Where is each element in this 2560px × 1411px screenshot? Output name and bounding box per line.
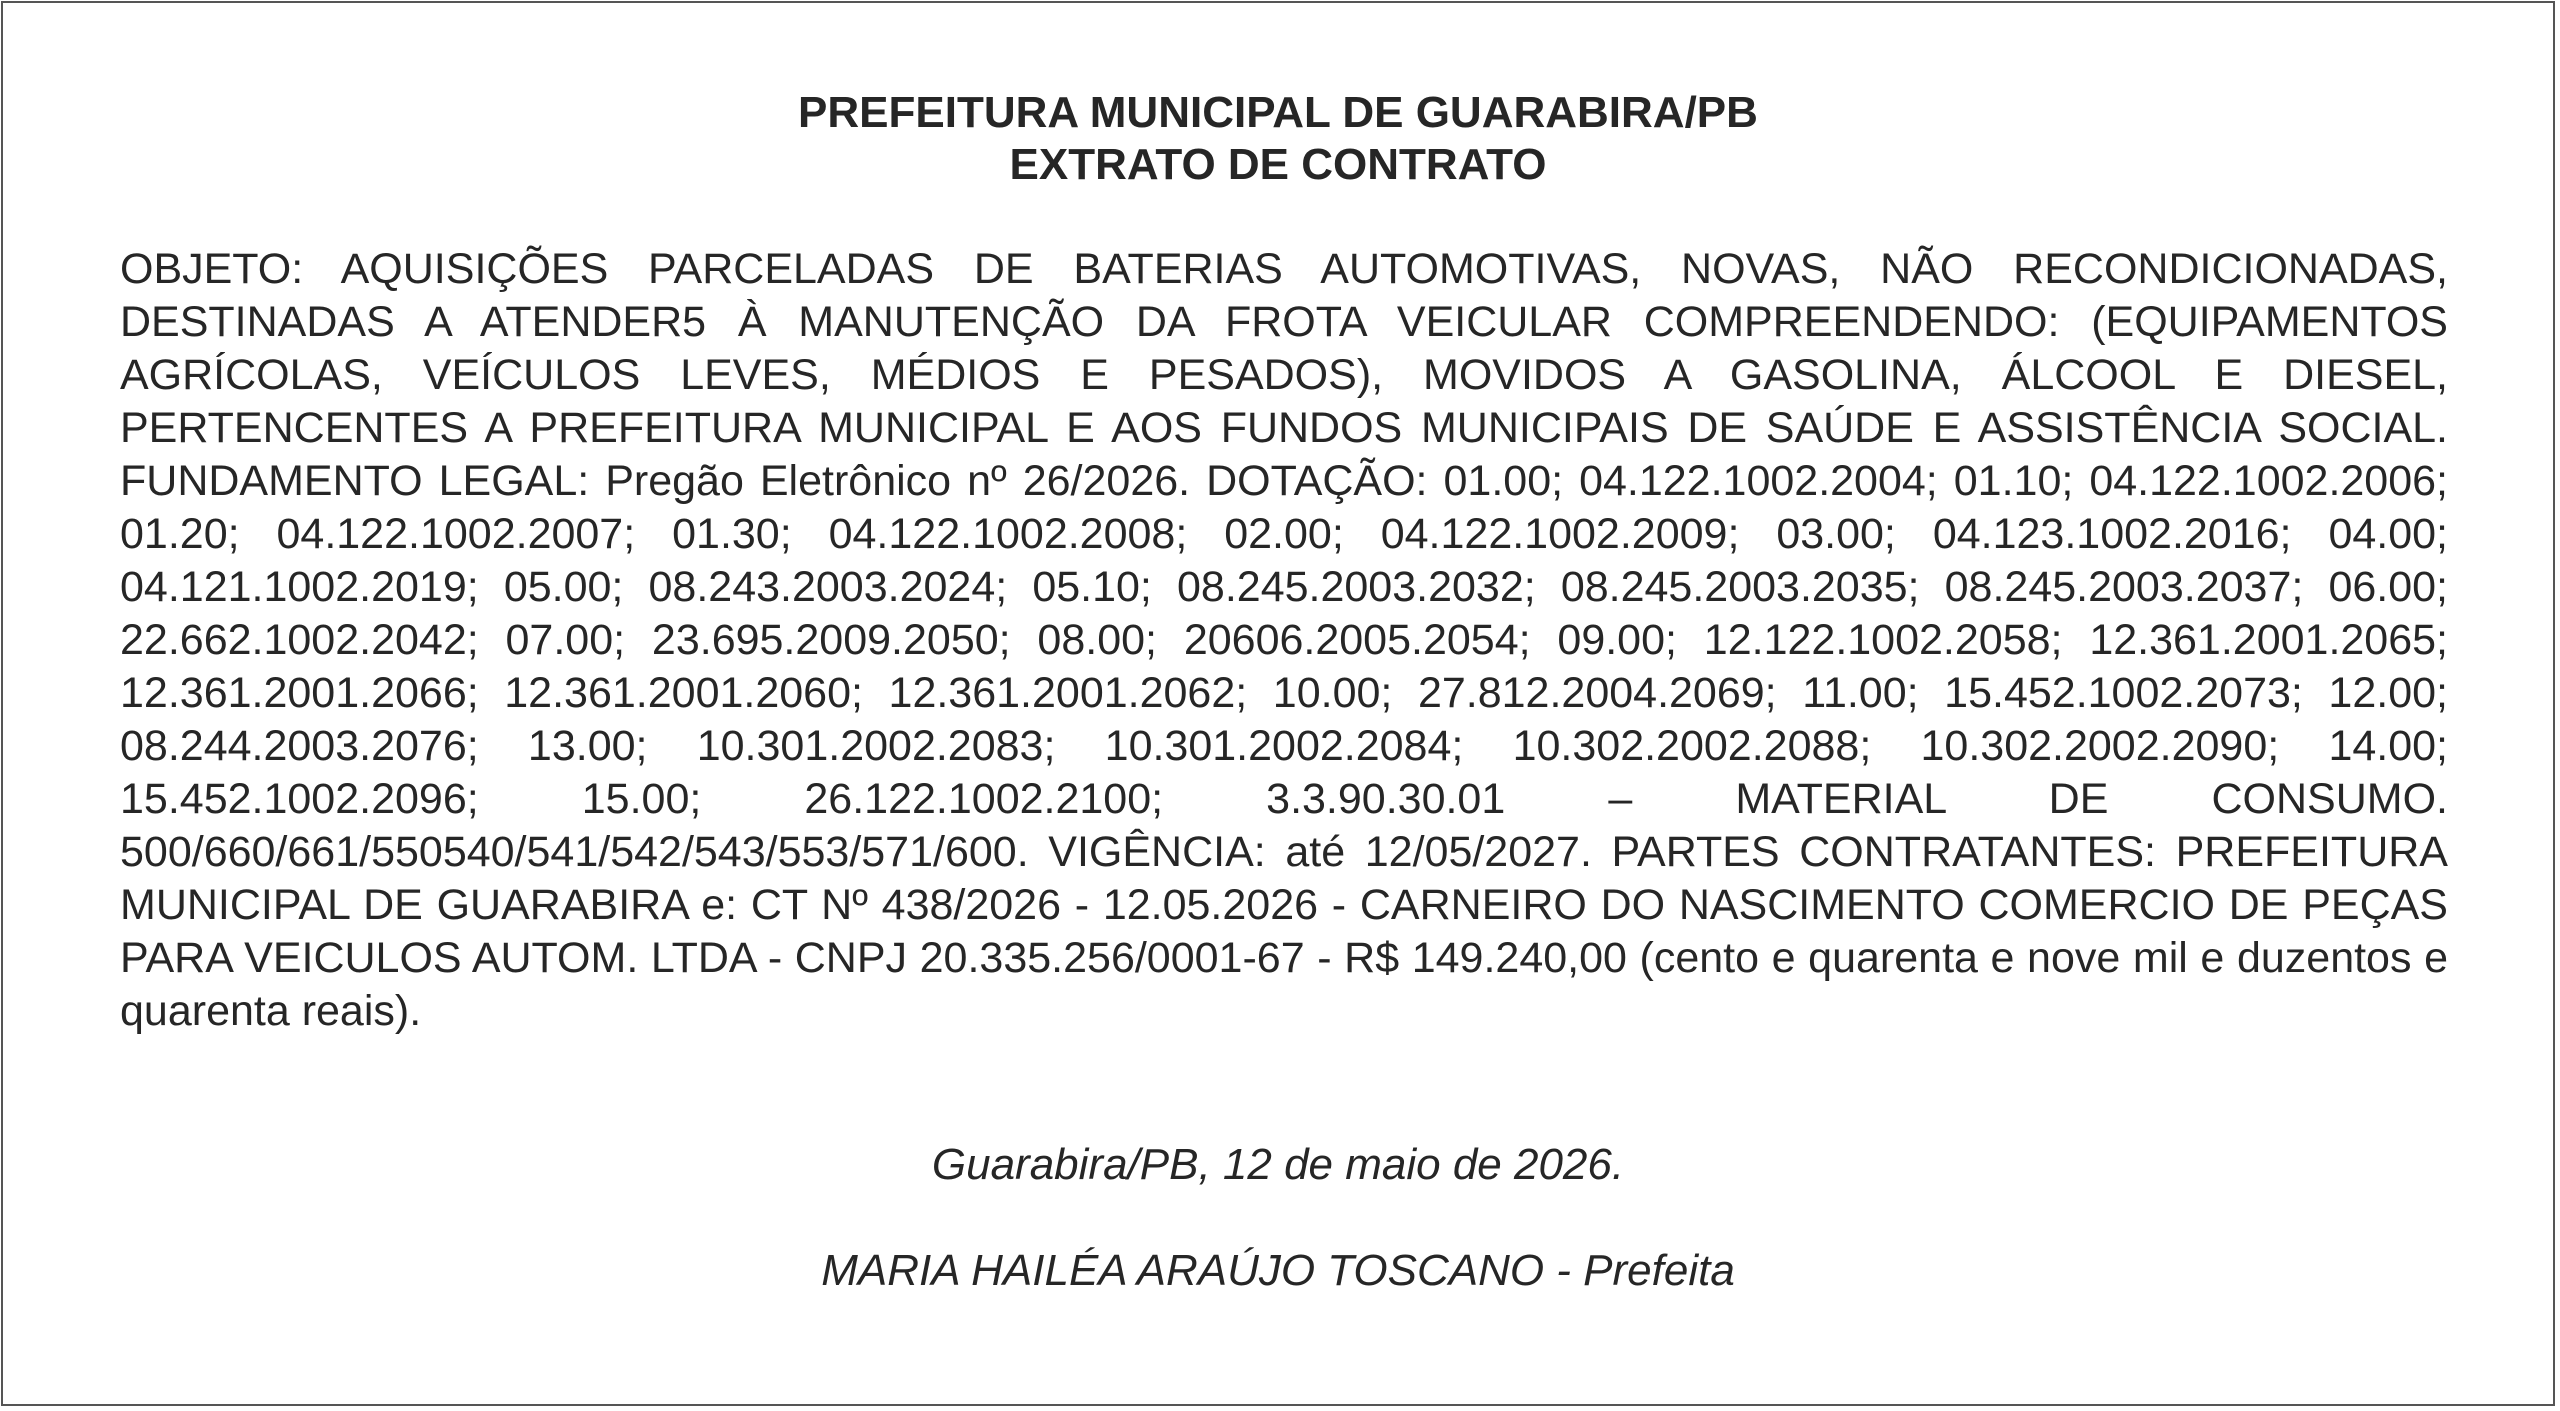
document-frame	[1, 1, 2555, 1406]
header-title-line2: EXTRATO DE CONTRATO	[1009, 140, 1547, 189]
signatory-name: MARIA HAILÉA ARAÚJO TOSCANO - Prefeita	[821, 1246, 1735, 1295]
header-title-line1: PREFEITURA MUNICIPAL DE GUARABIRA/PB	[798, 88, 1758, 137]
contract-body-text: OBJETO: AQUISIÇÕES PARCELADAS DE BATERIAS AUTOMOTIVAS, NOVAS, NÃO RECONDICIONADAS, DESTINADAS A ATENDER5 À MANUTENÇÃO DA FROTA VEICULAR COMPREENDENDO: (EQUIPAMENTOS AGRÍCOLAS, VEÍCULOS LEVES, MÉDIOS E PESADOS), MOVIDOS A GASOLINA, ÁLCOOL E DIESEL, PERTENCENTES A PREFEITURA MUNICIPAL E AOS FUNDOS MUNICIPAIS DE SAÚDE E ASSISTÊNCIA SOCIAL. FUNDAMENTO LEGAL: Pregão Eletrônico nº 26/2026. DOTAÇÃO: 01.00; 04.122.1002.2004; 01.10; 04.122.1002.2006; 01.20; 04.122.1002.2007; 01.30; 04.122.1002.2008; 02.00; 04.122.1002.2009; 03.00; 04.123.1002.2016; 04.00; 04.121.1002.2019; 05.00; 08.243.2003.2024; 05.10; 08.245.2003.2032; 08.245.2003.2035; 08.245.2003.2037; 06.00; 22.662.1002.2042; 07.00; 23.695.2009.2050; 08.00; 20606.2005.2054; 09.00; 12.122.1002.2058; 12.361.2001.2065; 12.361.2001.2066; 12.361.2001.2060; 12.361.2001.2062; 10.00; 27.812.2004.2069; 11.00; 15.452.1002.2073; 12.00; 08.244.2003.2076; 13.00; 10.301.2002.2083; 10.301.2002.2084; 10.302.2002.2088; 10.302.2002.2090; 14.00; 15.452.1002.2096; 15.00; 26.122.1002.2100; 3.3.90.30.01 – MATERIAL DE CONSUMO. 500/660/661/550540/541/542/543/553/571/600. VIGÊNCIA: até 12/05/2027. PARTES CONTRATANTES: PREFEITURA MUNICIPAL DE GUARABIRA e: CT Nº 438/2026 - 12.05.2026 - CARNEIRO DO NASCIMENTO COMERCIO DE PEÇAS PARA VEICULOS AUTOM. LTDA - CNPJ 20.335.256/0001-67 - R$ 149.240,00 (cento e quarenta e nove mil e duzentos e quarenta reais).	[120, 245, 2448, 1035]
document-header	[3, 87, 2553, 191]
place-date: Guarabira/PB, 12 de maio de 2026.	[931, 1140, 1625, 1189]
